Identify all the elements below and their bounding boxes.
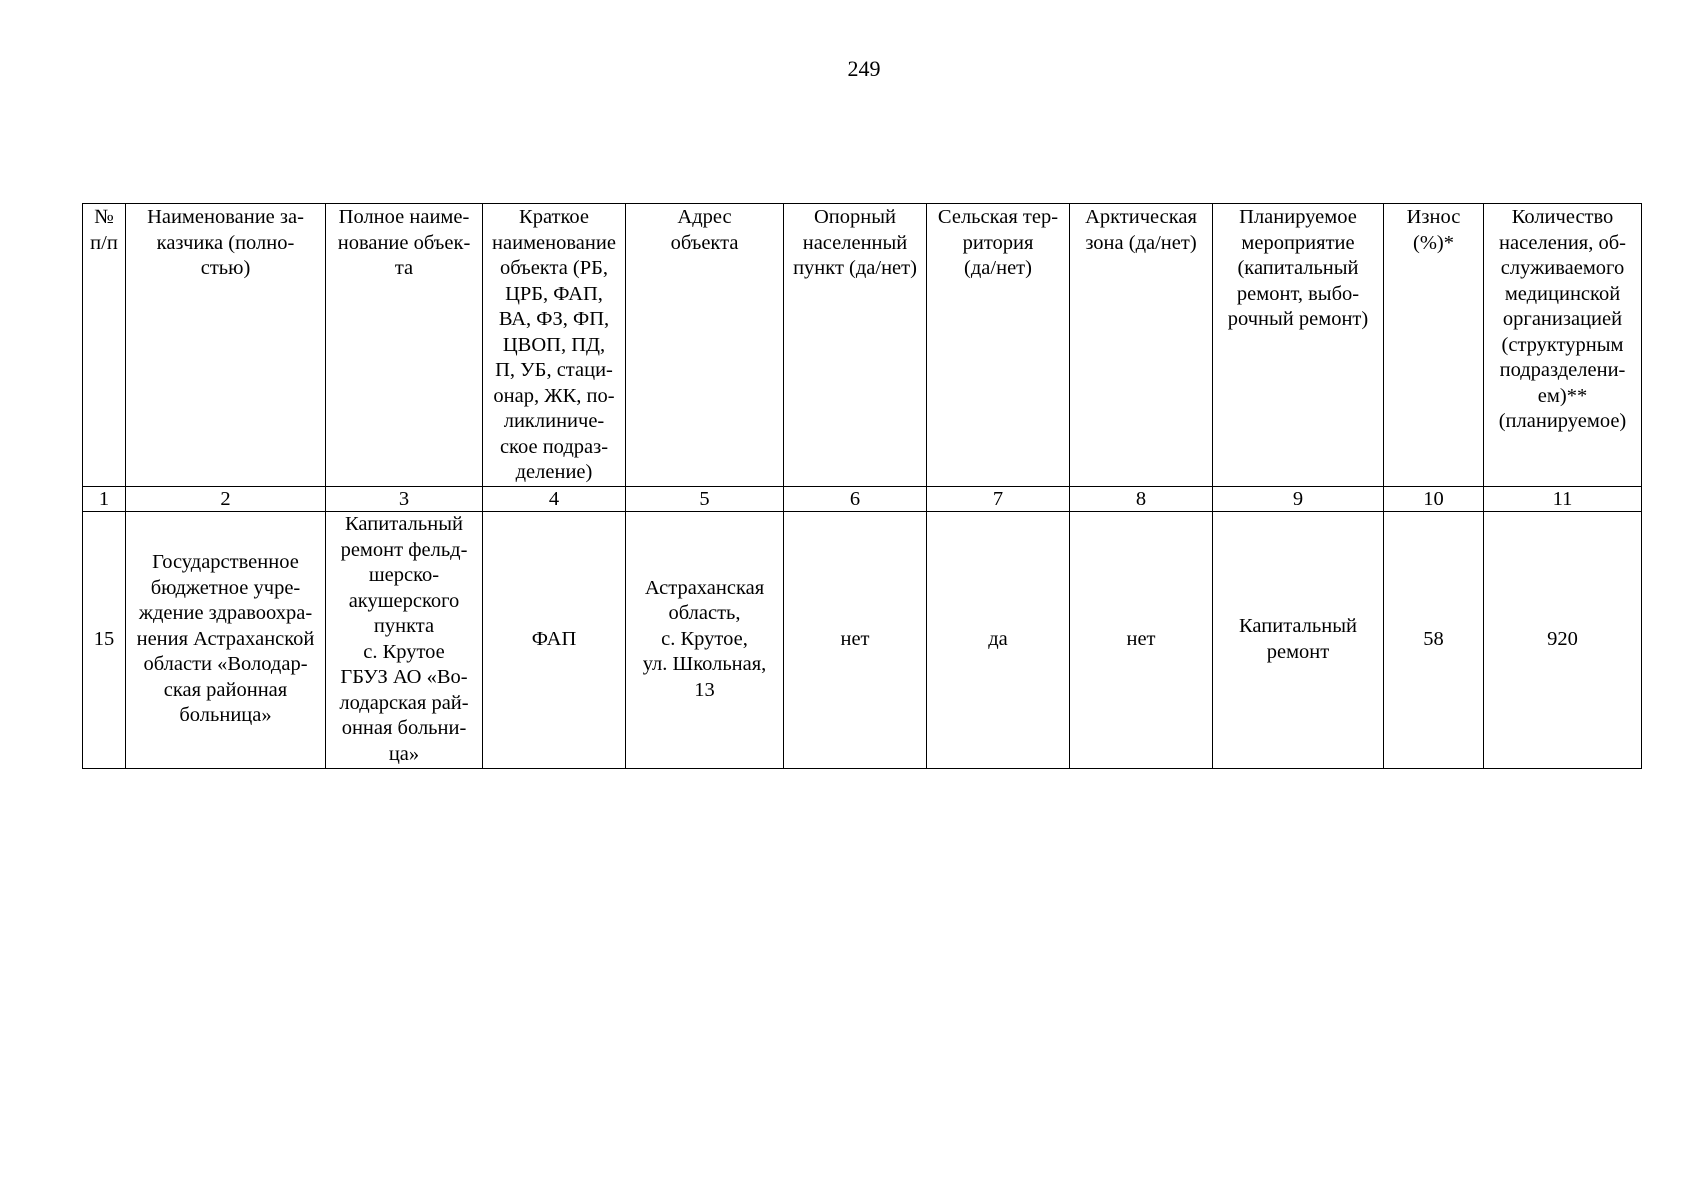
- objects-table: [82, 203, 1642, 769]
- column-number: 10: [1384, 486, 1484, 511]
- page-number: 249: [847, 56, 881, 81]
- support-locality-cell: нет: [784, 511, 927, 768]
- customer-cell: Государственное бюджетное учре- ждение здравоохра- нения Астраханской области «Володар- ская районная больница»: [126, 511, 326, 768]
- table-row: [83, 511, 1642, 768]
- rural-area-cell: да: [927, 511, 1070, 768]
- column-number: 7: [927, 486, 1070, 511]
- full-name-cell: Капитальный ремонт фельд- шерско- акушерского пункта с. Крутое ГБУЗ АО «Во- лодарская рай- онная больни- ца»: [326, 511, 483, 768]
- header-cell-address: Адрес объекта: [626, 204, 784, 487]
- wear-cell: 58: [1384, 511, 1484, 768]
- column-number: 4: [483, 486, 626, 511]
- column-number-row: [83, 486, 1642, 511]
- column-number: 3: [326, 486, 483, 511]
- column-number: 2: [126, 486, 326, 511]
- arctic-zone-cell: нет: [1070, 511, 1213, 768]
- column-number: 9: [1213, 486, 1384, 511]
- column-number: 5: [626, 486, 784, 511]
- population-cell: 920: [1484, 511, 1642, 768]
- row-number-cell: 15: [83, 511, 126, 768]
- column-number: 6: [784, 486, 927, 511]
- header-cell-rural-area: Сельская тер- ритория (да/нет): [927, 204, 1070, 487]
- header-cell-full-name: Полное наиме- нование объек- та: [326, 204, 483, 487]
- column-number: 8: [1070, 486, 1213, 511]
- planned-measure-cell: Капитальный ремонт: [1213, 511, 1384, 768]
- header-cell-number: № п/п: [83, 204, 126, 487]
- column-number: 1: [83, 486, 126, 511]
- header-cell-wear: Износ (%)*: [1384, 204, 1484, 487]
- header-cell-support-locality: Опорный населенный пункт (да/нет): [784, 204, 927, 487]
- header-cell-population: Количество населения, об- служиваемого медицинской организацией (структурным подразделени- ем)** (планируемое): [1484, 204, 1642, 487]
- address-cell: Астраханская область, с. Крутое, ул. Школьная, 13: [626, 511, 784, 768]
- table-header-row: [83, 204, 1642, 487]
- short-name-cell: ФАП: [483, 511, 626, 768]
- header-cell-customer: Наименование за- казчика (полно- стью): [126, 204, 326, 487]
- header-cell-short-name: Краткое наименование объекта (РБ, ЦРБ, ФАП, ВА, ФЗ, ФП, ЦВОП, ПД, П, УБ, стаци- онар, ЖК, по- ликлиниче- ское подраз- деление): [483, 204, 626, 487]
- header-cell-arctic-zone: Арктическая зона (да/нет): [1070, 204, 1213, 487]
- header-cell-planned-measure: Планируемое мероприятие (капитальный ремонт, выбо- рочный ремонт): [1213, 204, 1384, 487]
- column-number: 11: [1484, 486, 1642, 511]
